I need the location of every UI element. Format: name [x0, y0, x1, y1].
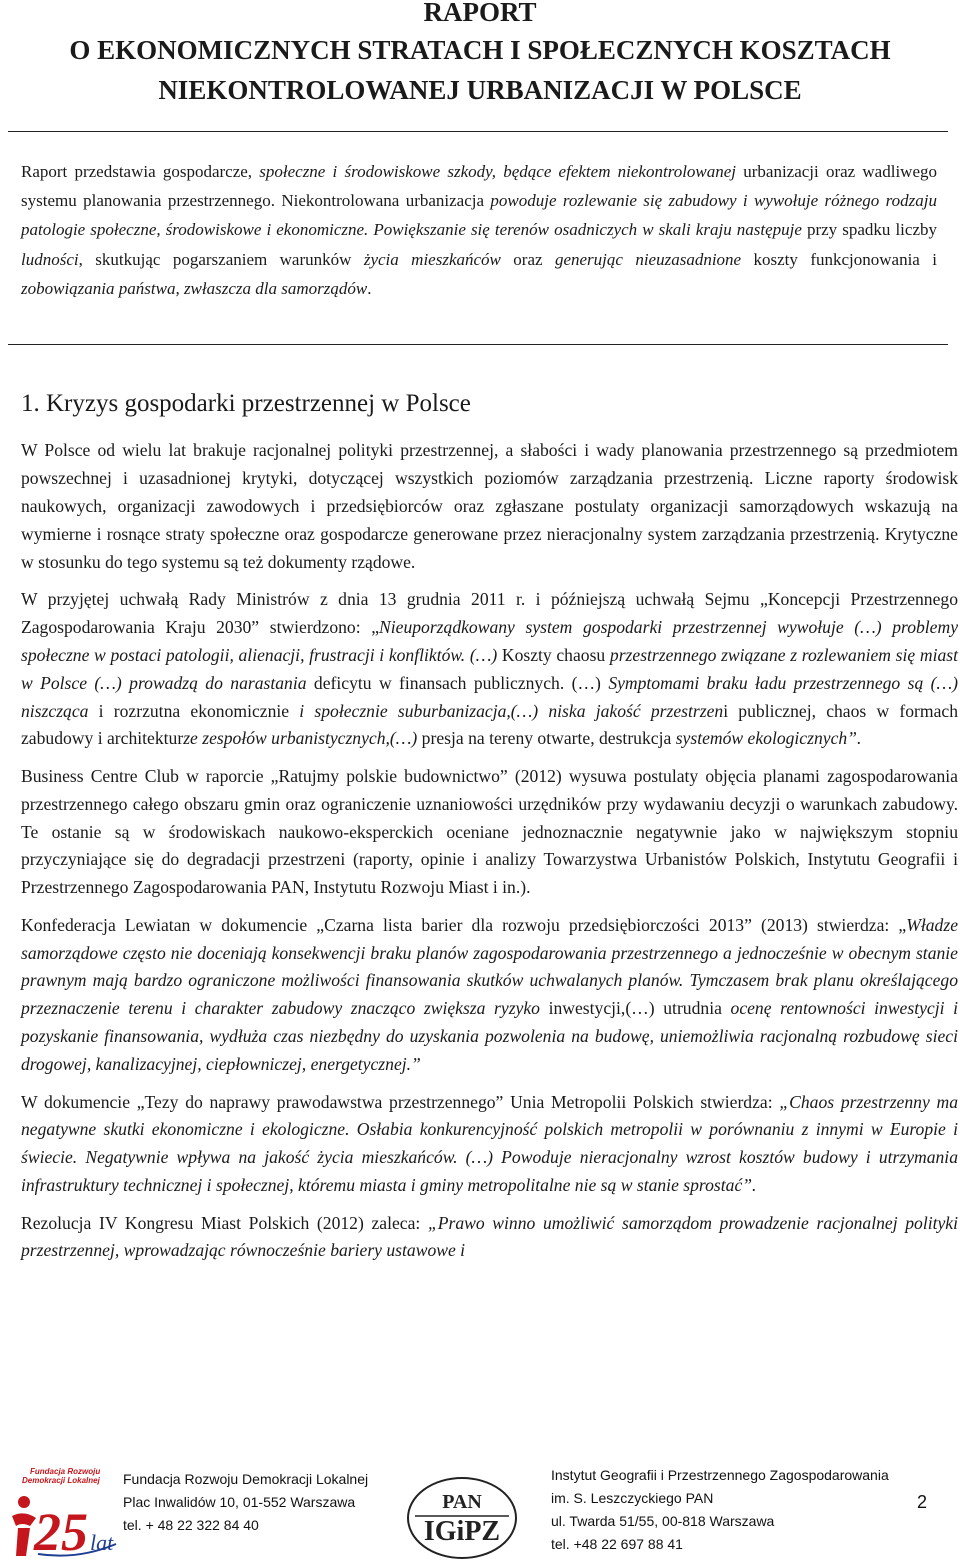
paragraph: Business Centre Club w raporcie „Ratujmy polskie budownictwo” (2012) wysuwa postulaty objęcia planami zagospodarowania przestrzennego całego obszaru gmin oraz ograniczenie uznaniowości urzędników przy wydawaniu decyzji o warunkach zabudowy. Te ostanie są w środowiskach naukowo-eksperckich oceniane jednoznacznie negatywnie jako w największym stopniu przyczyniające się do degradacji przestrzeni (raporty, opinie i analizy Towarzystwa Urbanistów Polskich, Instytutu Geografii i Przestrzennego Zagospodarowania PAN, Instytutu Rozwoju Miast i in.). [21, 765, 958, 898]
org-name: Instytut Geografii i Przestrzennego Zagospodarowania [551, 1467, 889, 1483]
report-title-line-3: NIEKONTROLOWANEJ URBANIZACJI W POLSCE [158, 75, 802, 105]
logo-word: lat [90, 1530, 114, 1555]
section-heading: 1. Kryzys gospodarki przestrzennej w Polsce [21, 390, 471, 417]
quote-text: systemów ekologicznych”. [675, 728, 862, 749]
intro-text: Raport przedstawia gospodarcze, [21, 162, 260, 181]
intro-text: przy spadku liczby [801, 220, 937, 240]
quote-text: ocenę rentowności inwestycji i pozyskanie finansowania, wydłuża czas niezbędny do uzyskania pozwolenia na budowę, uniemożliwia racjonalną rozbudowę sieci drogowej, kanalizacyjnej, ciepłowniczej, energetycznej.” [21, 998, 958, 1075]
paragraph [21, 586, 958, 753]
quote-text: „Chaos przestrzenny ma negatywne skutki ekonomiczne i ekologiczne. Osłabia konkurencyjność polskich metropolii w porównaniu z innymi w Europie i świecie. Negatywnie wpływa na jakość życia mieszkańców. (…) Powoduje nieracjonalny wzrost kosztów budowy i utrzymania infrastruktury technicznej i społecznej, któremu miasta i gminy metropolitalne nie są w stanie sprostać”. [21, 1091, 958, 1196]
quote-text: Władze samorządowe często nie doceniają konsekwencji braku planów zagospodarowania przestrzennego a jednocześnie w obecnym stanie prawnym mają bardzo ograniczone możliwości finansowania skutków uchwalanych planów. Tymczasem brak planu określającego przeznaczenie terenu i charakter zabudowy znacząco zwiększa ryzyko [21, 914, 958, 1019]
igipz-pan-logo [405, 1474, 520, 1560]
intro-abstract [21, 157, 937, 303]
top-divider [8, 131, 948, 132]
page-footer [0, 1460, 960, 1565]
paragraph-text: i rozrzutna ekonomicznie [88, 700, 300, 721]
paragraph: W Polsce od wielu lat brakuje racjonalnej polityki przestrzennej, a słabości i wady planowania przestrzennego są przedmiotem powszechnej i uzasadnionej krytyki, dotyczącej wszystkich poziomów zarządzania przestrzenią. Liczne raporty środowisk naukowych, organizacji zawodowych i przedsiębiorców oraz zgłaszane postulaty organizacji samorządowych wskazują na wymierne i rosnące straty społeczne oraz gospodarcze generowane przez nieracjonalny system zarządzania przestrzenią. Krytyczne w stosunku do tego systemu są też dokumenty rządowe. [21, 440, 958, 572]
quote-text: Nieuporządkowany system gospodarki przestrzennej wywołuje (…) problemy społeczne w postaci patologii, alienacji, frustracji i konfliktów. (…) [21, 616, 958, 665]
org-address: Plac Inwalidów 10, 01-552 Warszawa [123, 1494, 356, 1510]
intro-text: zobowiązania państwa, zwłaszcza dla samorządów [21, 278, 368, 298]
logo-text: IGiPZ [423, 1516, 501, 1547]
paragraph-text: Rezolucja IV Kongresu Miast Polskich (2012) zaleca: [21, 1212, 428, 1233]
logo-number: 25 [34, 1502, 88, 1560]
logo-text: PAN [442, 1491, 482, 1513]
paragraph-text: inwestycji,(…) utrudnia [548, 998, 731, 1019]
intro-text: społeczne i środowiskowe szkody, będące efektem niekontrolowanej [259, 162, 737, 181]
quote-text: ze zespołów urbanistycznych,(…) [183, 728, 418, 749]
quote-text: „Prawo winno umożliwić samorządom prowadzenie racjonalnej polityki przestrzennej, wprowadzając równocześnie bariery ustawowe i [21, 1212, 958, 1261]
frdl-contact [123, 1468, 368, 1537]
paragraph [21, 912, 958, 1079]
igipz-contact [551, 1464, 889, 1556]
intro-text: ludności [21, 249, 79, 269]
intro-text: życia mieszkańców [363, 249, 501, 269]
paragraph-text: i publicznej, chaos w formach zabudowy i architektur [21, 700, 958, 749]
org-name: Fundacja Rozwoju Demokracji Lokalnej [123, 1471, 369, 1487]
quote-text: Symptomami braku ładu przestrzennego są (…) niszcząca [21, 672, 958, 721]
intro-text: urbanizacji oraz wadliwego systemu planowania przestrzennego. Niekontrolowana urbanizacja [21, 162, 937, 211]
report-title-line-2: O EKONOMICZNYCH STRATACH I SPOŁECZNYCH KOSZTACH [69, 35, 891, 65]
figure-icon [12, 1496, 36, 1556]
logo-text: Fundacja Rozwoju [30, 1467, 101, 1476]
intro-text: . [367, 278, 372, 298]
paragraph-text: Konfederacja Lewiatan w dokumencie „Czarna lista barier dla rozwoju przedsiębiorczości 2013” (2013) stwierdza: „ [21, 914, 907, 935]
intro-text: koszty funkcjonowania i [741, 249, 937, 269]
org-name-2: im. S. Leszczyckiego PAN [551, 1490, 714, 1506]
logo-text: Demokracji Lokalnej [22, 1476, 100, 1485]
page-number: 2 [917, 1492, 928, 1512]
intro-divider [8, 344, 948, 345]
intro-text: powoduje rozlewanie się zabudowy i wywołuje różnego rodzaju patologie społeczne, środowiskowe i ekonomiczne. Powiększanie się terenów osadniczych w skali kraju następuje [21, 191, 937, 240]
paragraph-text: W dokumencie „Tezy do naprawy prawodawstwa przestrzennego” Unia Metropolii Polskich stwierdza: [21, 1091, 780, 1112]
frdl-25-years-logo [8, 1464, 120, 1560]
paragraph-text: deficytu w finansach publicznych. (…) [313, 672, 609, 693]
quote-text: przestrzennego związane z rozlewaniem się miast w Polsce (…) prowadzą do narastania [21, 644, 958, 693]
intro-text: generując nieuzasadnione [554, 249, 742, 269]
quote-text: i społecznie suburbanizacja,(…) niska jakość przestrzen [299, 700, 724, 721]
section-body [21, 437, 958, 1275]
report-title-line-1: RAPORT [423, 0, 537, 27]
org-address: ul. Twarda 51/55, 00-818 Warszawa [551, 1513, 775, 1529]
intro-text: oraz [500, 249, 555, 269]
paragraph-text: Koszty chaosu [501, 644, 610, 665]
org-phone: tel. + 48 22 322 84 40 [123, 1517, 259, 1533]
paragraph [21, 1089, 958, 1201]
intro-text: , skutkując pogarszaniem warunków [78, 249, 364, 269]
org-phone: tel. +48 22 697 88 41 [551, 1536, 683, 1552]
paragraph-text: W przyjętej uchwałą Rady Ministrów z dnia 13 grudnia 2011 r. i późniejszą uchwałą Sejmu „Koncepcji Przestrzennego Zagospodarowania Kraju 2030” stwierdzono: „ [21, 588, 958, 637]
paragraph [21, 1210, 958, 1266]
paragraph-text: presja na tereny otwarte, destrukcja [417, 728, 676, 749]
